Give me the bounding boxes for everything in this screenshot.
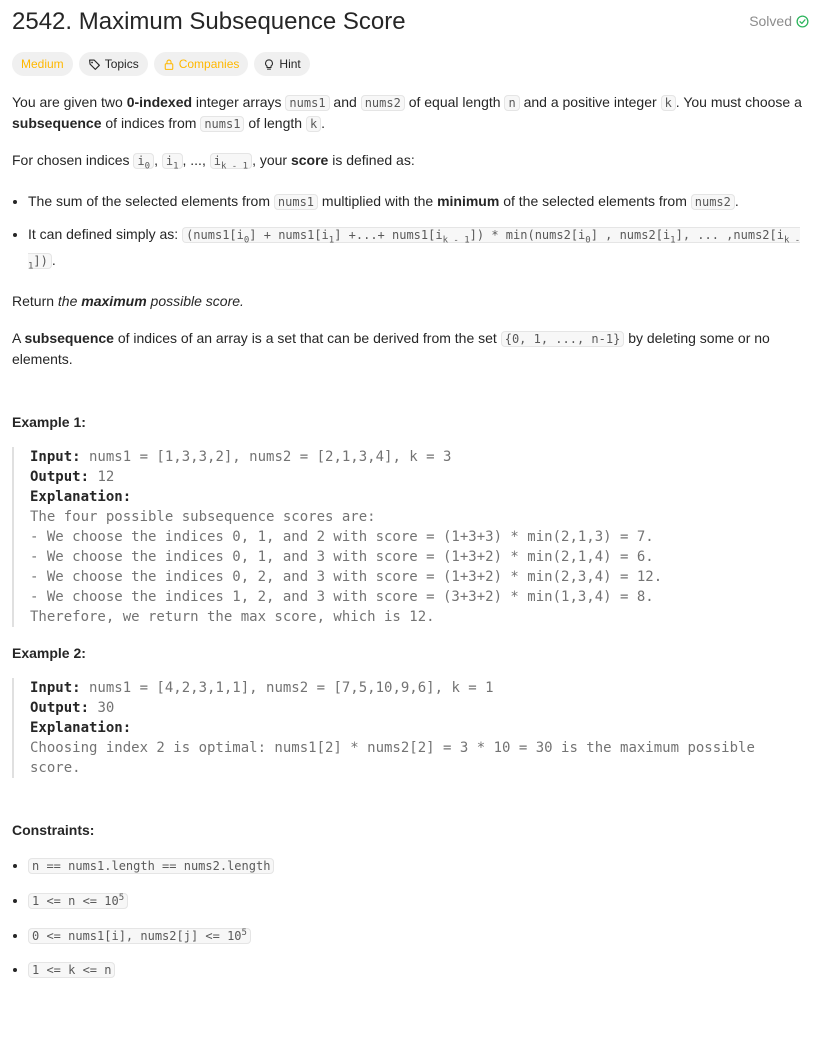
companies-button[interactable]	[154, 52, 249, 76]
list-item: • It can defined simply as: ($nums1[i_0]$ + $nums1[i_1]$ +...+ $nums1[i_{k - 1}]$) * $\min(nums2[i_0]$ , $nums2[i_1]$, ... $,nums2[i_{k - 1}]$) .	[28, 224, 809, 275]
check-circle-icon	[796, 15, 809, 28]
list-item	[28, 959, 809, 980]
description-paragraph-2: For chosen indices $i_0$ , $i_1$ , ..., $i_{k - 1}$ , your score is defined as:	[12, 152, 415, 172]
section-spacer	[12, 386, 809, 412]
constraints-list	[12, 855, 809, 980]
inline-code: $i_1$	[162, 153, 183, 169]
section-spacer	[12, 794, 809, 820]
inline-code: 1 <= k <= n	[28, 962, 115, 978]
formula-code: ($nums1[i_0]$ + $nums1[i_1]$ +...+ $nums1[i_{k - 1}]$) * $\min(nums2[i_0]$ , $nums2[i_1]$, ... $,nums2[i_{k - 1}]$)	[28, 228, 801, 272]
tag-bar	[12, 52, 310, 76]
inline-code: nums1	[274, 194, 318, 210]
example-2-block: Input: nums1 = [4,2,3,1,1], nums2 = [7,5,10,9,6], k = 1 Output: 30 Explanation: Choosing index 2 is optimal: nums1[2] * nums2[2] = 3 * 10 = 30 is the maximum possible score.	[12, 678, 809, 778]
problem-content	[12, 92, 809, 996]
inline-code: nums2	[361, 95, 405, 111]
score-definition-list	[12, 191, 809, 275]
description-paragraph-1: You are given two 0-indexed integer arrays nums1 and nums2 of equal length n and a positive integer k . You must choose a subsequence of indices from nums1 of length k .	[12, 94, 802, 131]
example-1-heading: Example 1:	[12, 414, 86, 431]
constraints-heading: Constraints:	[12, 822, 95, 839]
solved-status	[749, 11, 809, 32]
companies-label: Companies	[178, 56, 240, 71]
list-item	[28, 889, 809, 911]
title-row	[12, 6, 809, 38]
problem-title[interactable]: 2542. Maximum Subsequence Score	[12, 8, 406, 35]
topics-button[interactable]	[79, 52, 148, 76]
inline-code: nums2	[691, 194, 735, 210]
list-item: • The sum of the selected elements from nums1 multiplied with the minimum of the selected elements from nums2 .	[28, 191, 809, 212]
hint-button[interactable]	[254, 52, 309, 76]
tag-icon	[88, 58, 101, 71]
inline-code: $i_0$	[133, 153, 154, 169]
description-paragraph-4: A subsequence of indices of an array is a set that can be derived from the set {0, 1, ..., n-1} by deleting some or no elements.	[12, 330, 770, 368]
inline-code: nums1	[285, 95, 329, 111]
list-item	[28, 855, 809, 876]
difficulty-badge	[12, 52, 73, 76]
inline-code: 0 <= nums1[i], nums2[j] <= $10^5$	[28, 928, 251, 944]
example-2-heading: Example 2:	[12, 645, 86, 662]
example-1-block: Input: nums1 = [1,3,3,2], nums2 = [2,1,3,4], k = 3 Output: 12 Explanation: The four possible subsequence scores are: - We choose the indices 0, 1, and 2 with score = (1+3+3) * min(2,1,3) = 7. - We choose the indices 0, 1, and 3 with score = (1+3+2) * min(2,1,4) = 6. - We choose the indices 0, 2, and 3 with score = (1+3+2) * min(2,3,4) = 12. - We choose the indices 1, 2, and 3 with score = (3+3+2) * min(1,3,4) = 8. Therefore, we return the max score, which is 12.	[12, 447, 809, 627]
inline-code: nums1	[200, 116, 244, 132]
inline-code: $1 <= n <= 10^5$	[28, 893, 128, 909]
list-item	[28, 924, 809, 946]
difficulty-label: Medium	[21, 56, 64, 71]
solved-label: Solved	[749, 13, 792, 29]
inline-code: n	[504, 95, 519, 111]
description-paragraph-3: Return the maximum possible score.	[12, 293, 244, 310]
lock-icon	[163, 58, 175, 71]
lightbulb-icon	[263, 58, 275, 71]
inline-code: $i_{k - 1}$	[210, 153, 252, 169]
inline-code: {0, 1, ..., n-1}	[501, 331, 625, 347]
topics-label: Topics	[104, 56, 139, 71]
inline-code: k	[306, 116, 321, 132]
inline-code: k	[661, 95, 676, 111]
inline-code: n == nums1.length == nums2.length	[28, 858, 274, 874]
hint-label: Hint	[279, 56, 301, 71]
